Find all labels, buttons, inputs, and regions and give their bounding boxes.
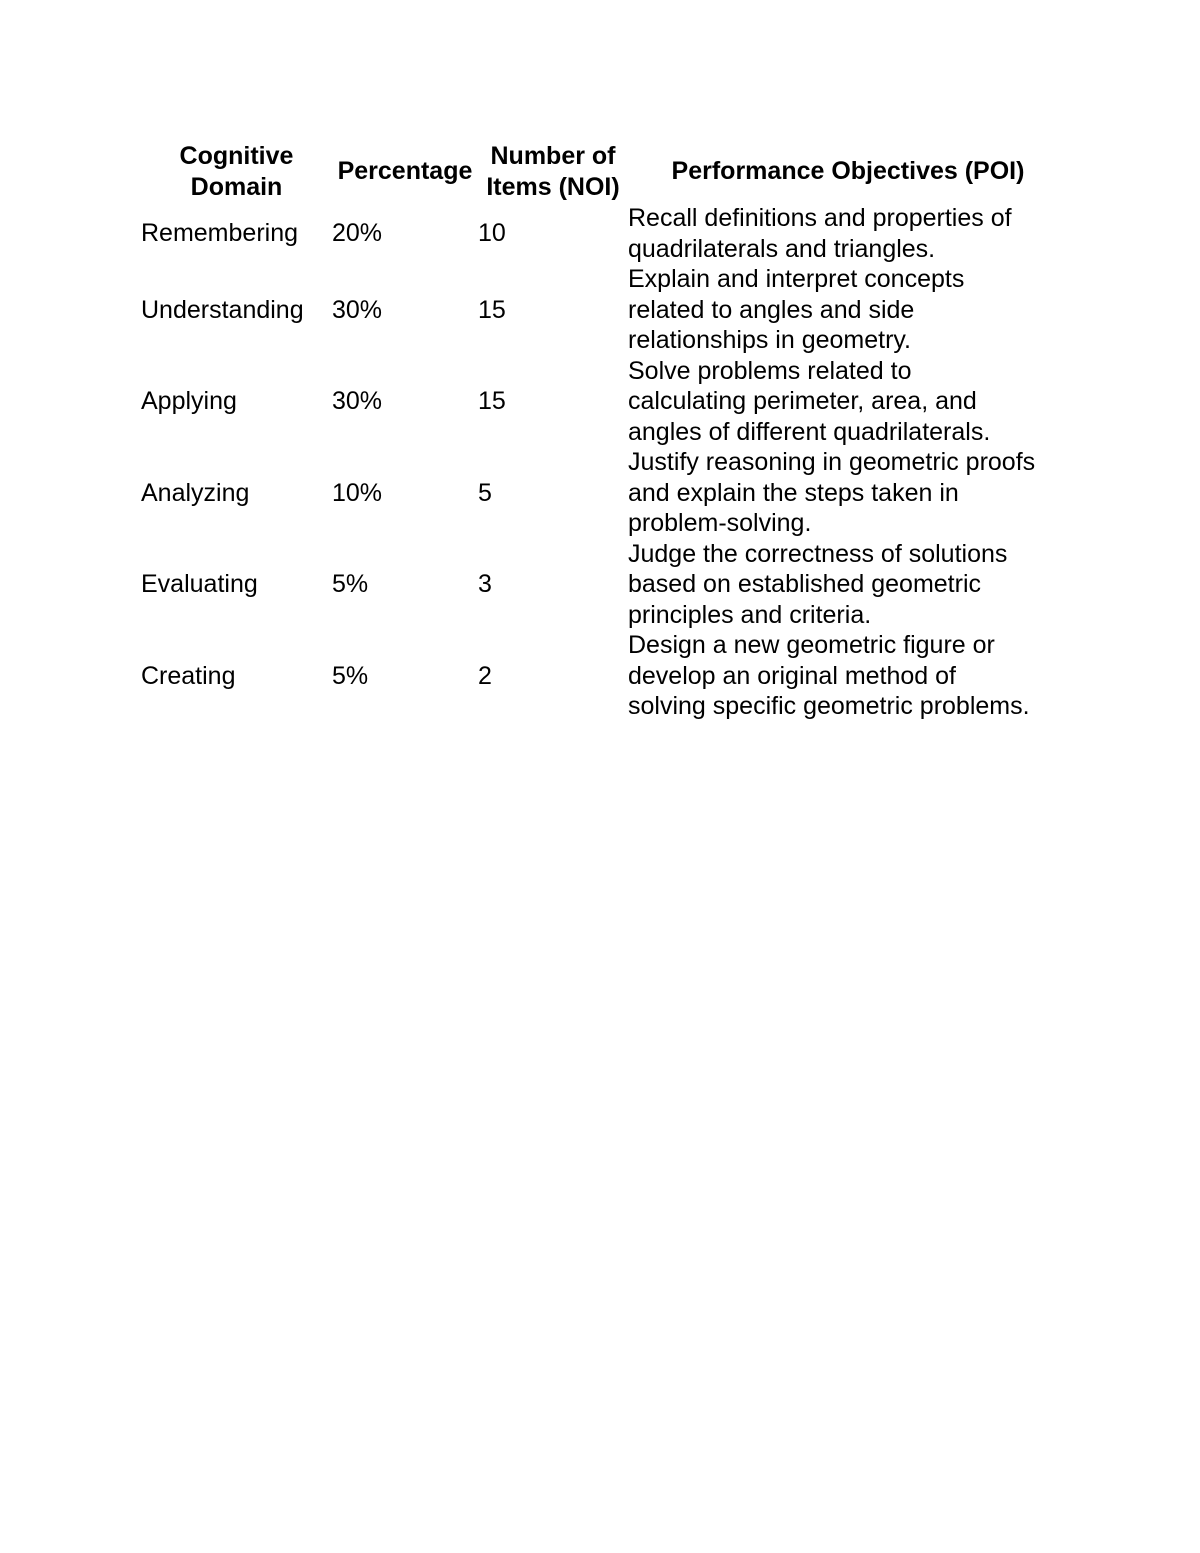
specification-table xyxy=(141,140,1068,722)
table-row xyxy=(141,264,1068,356)
header-number-of-items: Number of Items (NOI) xyxy=(486,142,620,201)
cell-objective: Design a new geometric figure or develop an original method of solving specific geometric problems. xyxy=(628,631,1030,720)
cell-items: 15 xyxy=(478,295,506,324)
cell-objective: Solve problems related to calculating perimeter, area, and angles of different quadrilaterals. xyxy=(628,356,991,446)
cell-items: 2 xyxy=(478,661,492,690)
cell-domain: Evaluating xyxy=(141,570,258,598)
table-row xyxy=(141,630,1068,722)
table-body xyxy=(141,203,1068,722)
cell-percentage: 20% xyxy=(332,219,383,248)
cell-domain: Creating xyxy=(141,661,236,690)
cell-objective: Recall definitions and properties of quadrilaterals and triangles. xyxy=(628,204,1012,263)
header-percentage: Percentage xyxy=(337,157,473,186)
cell-domain: Applying xyxy=(141,387,237,415)
cell-domain: Understanding xyxy=(141,295,304,324)
table-row xyxy=(141,356,1068,448)
cell-percentage: 10% xyxy=(332,478,383,507)
cell-objective: Justify reasoning in geometric proofs and explain the steps taken in problem-solving. xyxy=(628,448,1036,537)
cell-domain: Analyzing xyxy=(141,478,250,507)
table-row xyxy=(141,203,1068,264)
table-header xyxy=(141,140,1068,203)
header-performance-objectives: Performance Objectives (POI) xyxy=(671,157,1025,186)
cell-objective: Judge the correctness of solutions based on established geometric principles and criteria. xyxy=(628,539,1008,629)
cell-items: 10 xyxy=(478,219,506,248)
cell-items: 3 xyxy=(478,570,492,598)
cell-domain: Remembering xyxy=(141,219,299,248)
cell-objective: Explain and interpret concepts related to angles and side relationships in geometry. xyxy=(628,265,965,354)
header-cognitive-domain: Cognitive Domain xyxy=(179,142,294,201)
cell-percentage: 5% xyxy=(332,570,369,598)
cell-items: 5 xyxy=(478,478,492,507)
cell-percentage: 30% xyxy=(332,387,383,415)
header-row xyxy=(141,140,1068,203)
table-row xyxy=(141,447,1068,539)
cell-percentage: 5% xyxy=(332,661,369,690)
table-row xyxy=(141,539,1068,631)
cell-percentage: 30% xyxy=(332,295,383,324)
cell-items: 15 xyxy=(478,387,506,415)
